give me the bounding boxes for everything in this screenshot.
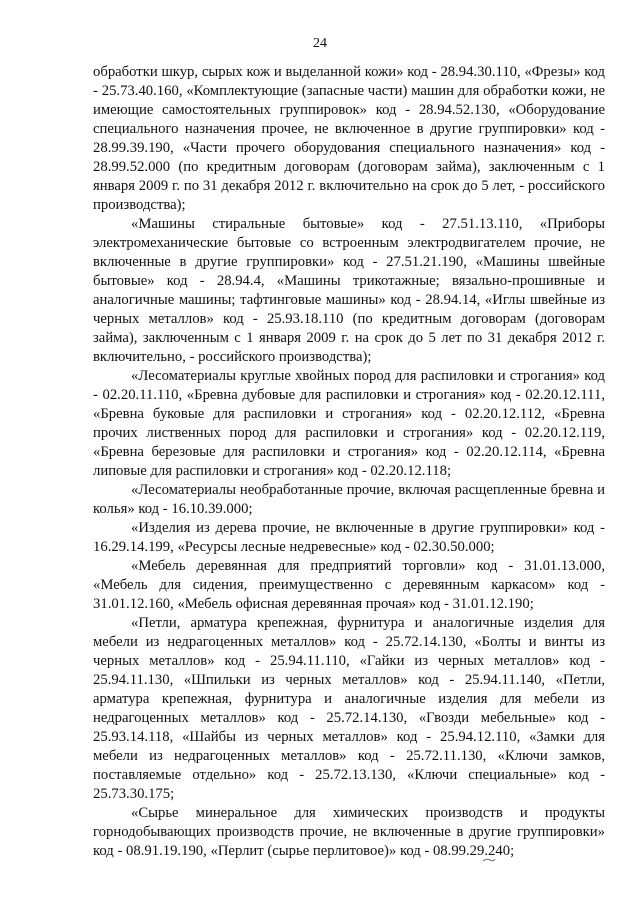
- page-number: 24: [313, 36, 327, 51]
- paragraph-5: «Изделия из дерева прочие, не включенные в другие группировки» код - 16.29.14.199, «Ресурсы лесные недревесные» код - 02.30.50.000;: [93, 520, 605, 555]
- paragraph-6: «Мебель деревянная для предприятий торговли» код - 31.01.13.000, «Мебель для сидения, преимущественно с деревянным каркасом» код - 31.01.12.160, «Мебель офисная деревянная прочая» код - 31.01.12.190;: [93, 558, 605, 612]
- paragraph-4: «Лесоматериалы необработанные прочие, включая расщепленные бревна и колья» код - 16.10.39.000;: [93, 482, 605, 517]
- pen-mark-icon: [482, 857, 496, 863]
- paragraph-7: «Петли, арматура крепежная, фурнитура и аналогичные изделия для мебели из недрагоценных металлов» код - 25.72.14.130, «Болты и винты из черных металлов» код - 25.94.11.110, «Гайки из черных металлов» код - 25.94.11.130, «Шпильки из черных металлов» код - 25.94.11.140, «Петли, арматура крепежная, фурнитура и аналогичные изделия для мебели из недрагоценных металлов» код - 25.72.14.130, «Гвозди мебельные» код - 25.93.14.118, «Шайбы из черных металлов» код - 25.94.12.110, «Замки для мебели из недрагоценных металлов» код - 25.72.11.130, «Ключи замков, поставляемые отдельно» код - 25.72.13.130, «Ключи специальные» код - 25.73.30.175;: [93, 615, 605, 802]
- paragraph-1: обработки шкур, сырых кож и выделанной кожи» код - 28.94.30.110, «Фрезы» код - 25.73.40.160, «Комплектующие (запасные части) машин для обработки кожи, не имеющие самостоятельных группировок» код - 28.94.52.130, «Оборудование специального назначения прочее, не включенное в другие группировки» код - 28.99.39.190, «Части прочего оборудования специального назначения» код - 28.99.52.000 (по кредитным договорам (договорам займа), заключенным с 1 января 2009 г. по 31 декабря 2012 г. включительно на срок до 5 лет, - российского производства);: [93, 64, 605, 213]
- paragraph-8: «Сырье минеральное для химических производств и продукты горнодобывающих производств прочие, не включенные в другие группировки» код - 08.91.19.190, «Перлит (сырье перлитовое)» код - 08.99.29.240;: [93, 805, 605, 859]
- paragraph-2: «Машины стиральные бытовые» код - 27.51.13.110, «Приборы электромеханические бытовые со встроенным электродвигателем прочие, не включенные в другие группировки» код - 27.51.21.190, «Машины швейные бытовые» код - 28.94.4, «Машины трикотажные; вязально-прошивные и аналогичные машины; тафтинговые машины» код - 28.94.14, «Иглы швейные из черных металлов» код - 25.93.18.110 (по кредитным договорам (договорам займа), заключенным с 1 января 2009 г. на срок до 5 лет по 31 декабря 2012 г. включительно, - российского производства);: [93, 216, 605, 365]
- paragraph-3: «Лесоматериалы круглые хвойных пород для распиловки и строгания» код - 02.20.11.110, «Бревна дубовые для распиловки и строгания» код - 02.20.12.111, «Бревна буковые для распиловки и строгания» код - 02.20.12.112, «Бревна прочих лиственных пород для распиловки и строгания» код - 02.20.12.119, «Бревна березовые для распиловки и строгания» код - 02.20.12.114, «Бревна липовые для распиловки и строгания» код - 02.20.12.118;: [93, 368, 605, 479]
- document-body: [93, 63, 605, 861]
